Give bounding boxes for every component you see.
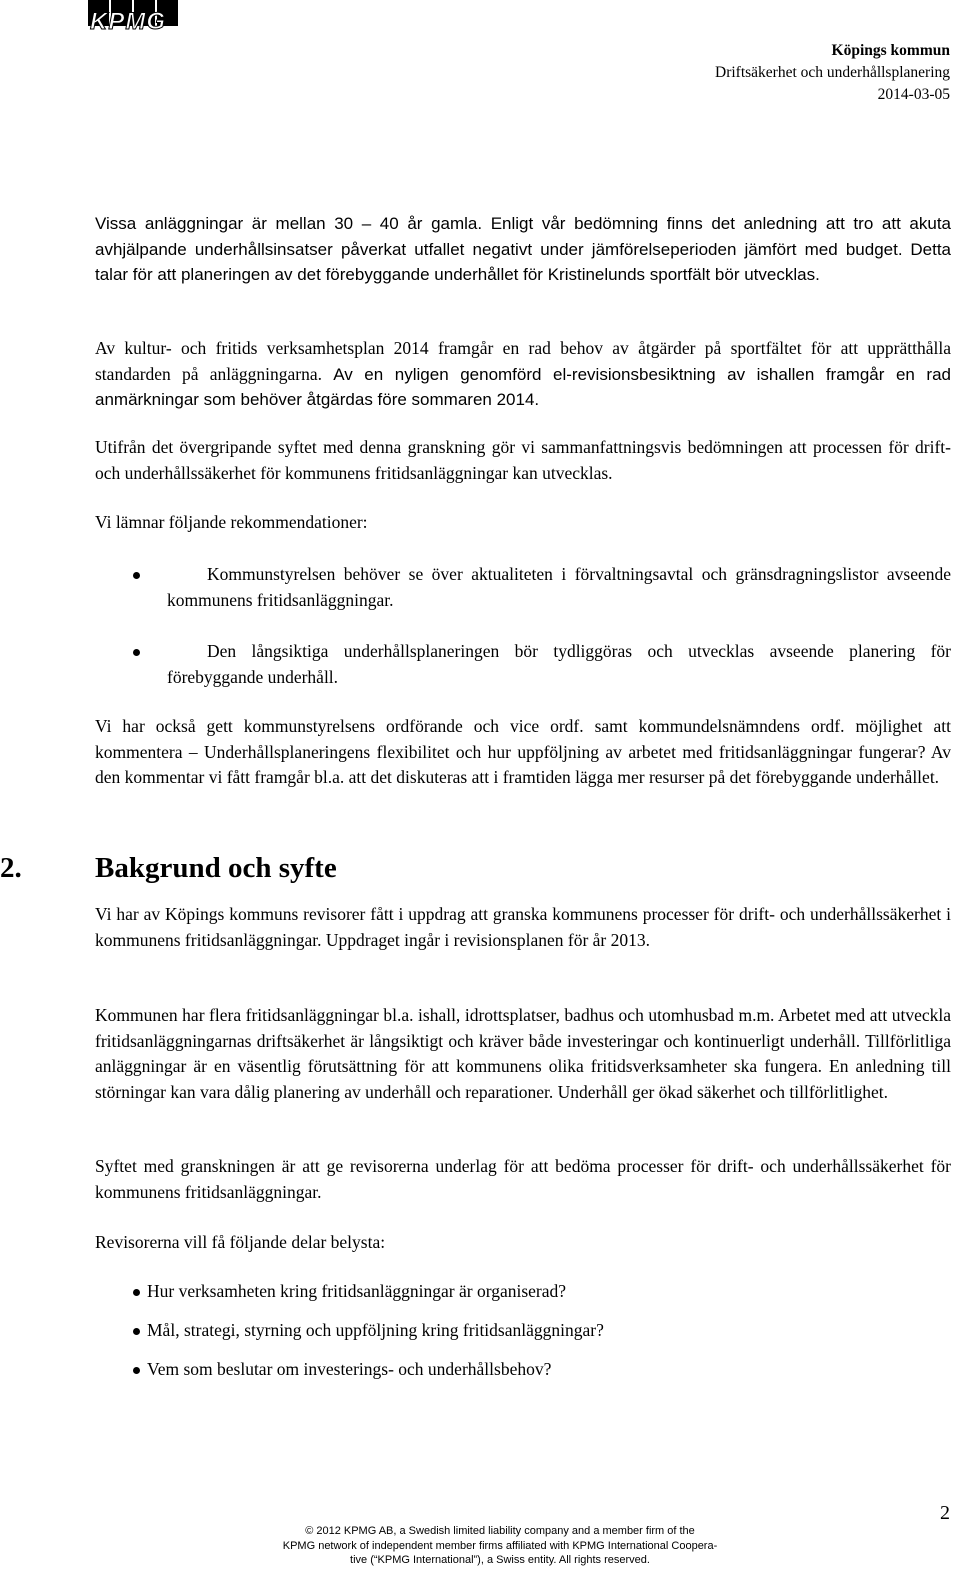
page-header <box>715 40 950 106</box>
paragraph-2-part-b: Av en nyligen genomförd el-revisionsbesiktning av ishallen framgår en rad anmärkningar som behöver åtgärdas före sommaren 2014. <box>95 364 951 409</box>
paragraph-4 <box>95 510 951 536</box>
footer-line-2: KPMG network of independent member firms affiliated with KPMG International Coopera- <box>282 1539 718 1552</box>
section-paragraph-2-text: Kommunen har flera fritidsanläggningar bl.a. ishall, idrottsplatser, badhus och utomhusbad m.m. Arbetet med att utveckla fritidsanläggningarnas driftsäkerhet är långsiktigt och kräver både investeringar och kontinuerligt underhåll. Tillförlitliga anläggningar är en väsentlig förutsättning för att kommunens olika fritidsverksamheter ska fungera. En anledning till störningar kan vara dålig planering av underhåll och reparationer. Underhåll ger ökad säkerhet och tillförlitlighet. <box>95 1005 951 1102</box>
section-paragraph-3-text: Syftet med granskningen är att ge revisorerna underlag för att bedöma processer för drift- och underhållssäkerhet för kommunens fritidsanläggningar. <box>95 1156 951 1202</box>
bullet-icon <box>133 1328 140 1335</box>
footer-line-3: tive (“KPMG International”), a Swiss entity. All rights reserved. <box>350 1554 650 1566</box>
recommendation-item <box>95 562 951 613</box>
paragraph-2 <box>95 336 951 413</box>
header-title: Driftsäkerhet och underhållsplanering <box>715 64 950 81</box>
recommendation-list <box>95 562 951 690</box>
section-paragraph-4-text: Revisorerna vill få följande delar belysta: <box>95 1232 386 1252</box>
header-org: Köpings kommun <box>831 42 950 59</box>
bullet-icon <box>133 1289 140 1296</box>
recommendation-item <box>95 639 951 690</box>
paragraph-1 <box>95 211 951 288</box>
section-paragraph-1-text: Vi har av Köpings kommuns revisorer fått i uppdrag att granska kommunens processer för drift- och underhållssäkerhet i kommunens fritidsanläggningar. Uppdraget ingår i revisionsplanen för år 2013. <box>95 904 951 950</box>
paragraph-1-part-b: Detta talar för att planeringen av det förebyggande underhållet för Kristinelunds sportfält bör utvecklas. <box>95 239 951 284</box>
question-text: Vem som beslutar om investerings- och underhållsbehov? <box>147 1359 552 1379</box>
section-number: 2. <box>0 852 22 884</box>
question-item <box>95 1279 951 1305</box>
question-item <box>95 1357 951 1383</box>
recommendation-text: Den långsiktiga underhållsplaneringen bör tydliggöras och utvecklas avseende planering för förebyggande underhåll. <box>167 641 951 687</box>
footer-line-1: © 2012 KPMG AB, a Swedish limited liability company and a member firm of the <box>305 1525 695 1537</box>
recommendation-text: Kommunstyrelsen behöver se över aktualiteten i förvaltningsavtal och gränsdragningslistor avseende kommunens fritidsanläggningar. <box>167 564 951 610</box>
page-number: 2 <box>940 1502 950 1524</box>
question-text: Mål, strategi, styrning och uppföljning kring fritidsanläggningar? <box>147 1320 604 1340</box>
section-paragraph-3 <box>95 1154 951 1205</box>
header-date: 2014-03-05 <box>877 86 950 103</box>
bullet-icon <box>133 1367 140 1374</box>
paragraph-1-part-a: Vissa anläggningar är mellan 30 – 40 år gamla. Enligt vår bedömning finns det anledning att tro att akuta avhjälpande underhållsinsatser påverkat utfallet negativt under jämförelseperioden jämfört med budget. <box>95 214 951 259</box>
section-paragraph-1 <box>95 902 951 953</box>
paragraph-2-part-a: Av kultur- och fritids verksamhetsplan 2014 framgår en rad behov av åtgärder på sportfältet för att upprätthålla standarden på anläggningarna. <box>95 338 951 384</box>
logo-text: KPMG <box>90 8 166 35</box>
paragraph-5-text: Vi har också gett kommunstyrelsens ordförande och vice ordf. samt kommundelsnämndens ordf. möjlighet att kommentera – Underhållsplaneringens flexibilitet och hur uppföljning av arbetet med fritidsanläggningar fungerar? Av den kommentar vi fått framgår bl.a. att det diskuteras att i framtiden lägga mer resurser på det förebyggande underhållet. <box>95 716 951 787</box>
question-item <box>95 1318 951 1344</box>
bullet-icon <box>133 649 140 656</box>
question-text: Hur verksamheten kring fritidsanläggningar är organiserad? <box>147 1281 567 1301</box>
section-paragraph-2 <box>95 1003 951 1105</box>
bullet-icon <box>133 572 140 579</box>
page-footer <box>200 1524 800 1568</box>
paragraph-3-text: Utifrån det övergripande syftet med denna granskning gör vi sammanfattningsvis bedömningen att processen för drift- och underhållssäkerhet för kommunens fritidsanläggningar kan utvecklas. <box>95 437 951 483</box>
paragraph-5 <box>95 714 951 791</box>
kpmg-logo <box>88 0 180 35</box>
paragraph-4-text: Vi lämnar följande rekommendationer: <box>95 512 368 532</box>
section-heading: Bakgrund och syfte <box>95 852 337 884</box>
section-paragraph-4 <box>95 1230 951 1256</box>
question-list <box>95 1279 951 1383</box>
paragraph-3 <box>95 435 951 486</box>
